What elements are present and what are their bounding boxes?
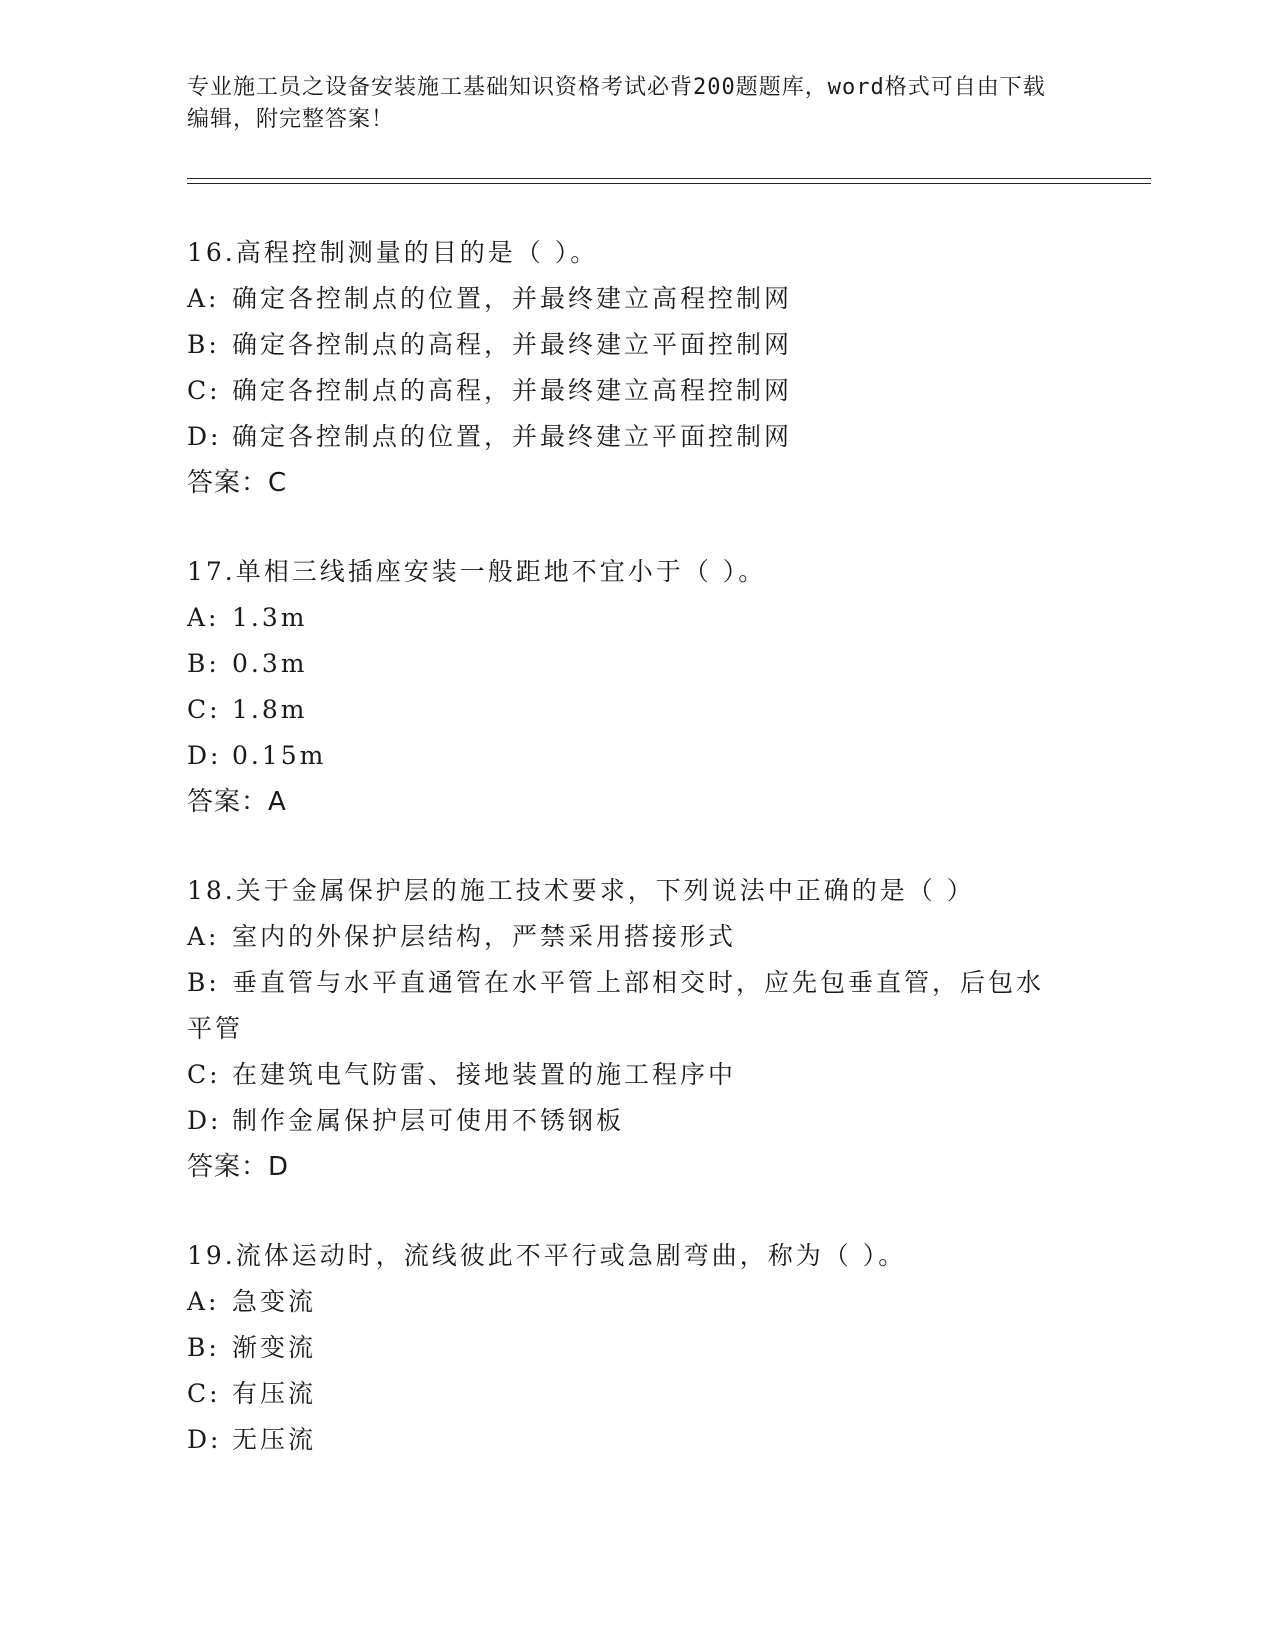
question-17 [187,549,1087,825]
option-c [187,1052,1087,1098]
option-c [187,368,1087,414]
answer-value: C [268,468,288,498]
option-text: 有压流 [232,1379,317,1408]
option-b [187,322,1087,368]
option-letter: D: [187,1425,222,1454]
option-letter: A: [187,922,220,951]
option-letter: B: [187,968,220,997]
question-stem: 19.流体运动时，流线彼此不平行或急剧弯曲，称为（ ）。 [187,1241,907,1270]
option-letter: C: [187,1060,221,1089]
option-text: 渐变流 [232,1333,317,1362]
option-c [187,687,1087,733]
option-text: 确定各控制点的高程，并最终建立平面控制网 [232,330,793,359]
option-b [187,960,1087,1006]
option-text: 确定各控制点的位置，并最终建立平面控制网 [232,422,793,451]
answer-value: A [268,787,287,817]
option-text: 急变流 [232,1287,317,1316]
question-16 [187,230,1087,506]
option-text: 1.8m [232,695,308,724]
question-18 [187,868,1087,1190]
option-text: 无压流 [232,1425,317,1454]
option-letter: D: [187,422,222,451]
option-a [187,276,1087,322]
question-stem: 18.关于金属保护层的施工技术要求，下列说法中正确的是（ ） [187,876,975,905]
option-letter: C: [187,1379,221,1408]
option-d [187,1417,1087,1463]
answer-line [187,779,1087,825]
answer-prefix: 答案： [187,787,269,817]
option-text: 室内的外保护层结构，严禁采用搭接形式 [232,922,737,951]
header-rule-top [187,178,1151,179]
option-a [187,1279,1087,1325]
option-text: 制作金属保护层可使用不锈钢板 [232,1106,625,1135]
answer-line [187,460,1087,506]
option-text: 1.3m [232,603,308,632]
question-list [187,230,1087,1506]
answer-prefix: 答案： [187,1152,269,1182]
question-stem: 17.单相三线插座安装一般距地不宜小于（ ）。 [187,557,767,586]
option-text: 垂直管与水平直通管在水平管上部相交时，应先包垂直管，后包水 [232,968,1045,997]
document-header: 专业施工员之设备安装施工基础知识资格考试必背200题题库，word格式可自由下载编辑，附完整答案！ [187,75,1046,132]
option-letter: C: [187,695,221,724]
option-b-continuation: 平管 [187,1014,244,1043]
option-b [187,1325,1087,1371]
header-rule-bottom [187,183,1151,184]
option-letter: B: [187,1333,220,1362]
answer-line [187,1144,1087,1190]
option-d [187,414,1087,460]
option-text: 0.15m [232,741,327,770]
option-letter: D: [187,1106,222,1135]
option-a [187,595,1087,641]
option-c [187,1371,1087,1417]
option-text: 确定各控制点的高程，并最终建立高程控制网 [232,376,793,405]
answer-value: D [268,1152,290,1182]
option-text: 在建筑电气防雷、接地装置的施工程序中 [232,1060,737,1089]
option-text: 0.3m [232,649,308,678]
option-b [187,641,1087,687]
option-text: 确定各控制点的位置，并最终建立高程控制网 [232,284,793,313]
option-letter: B: [187,330,220,359]
option-d [187,733,1087,779]
option-letter: D: [187,741,222,770]
option-letter: A: [187,284,220,313]
question-stem: 16.高程控制测量的目的是（ ）。 [187,238,599,267]
option-a [187,914,1087,960]
option-letter: A: [187,1287,220,1316]
question-19 [187,1233,1087,1463]
option-letter: A: [187,603,220,632]
answer-prefix: 答案： [187,468,269,498]
option-letter: B: [187,649,220,678]
option-letter: C: [187,376,221,405]
option-d [187,1098,1087,1144]
